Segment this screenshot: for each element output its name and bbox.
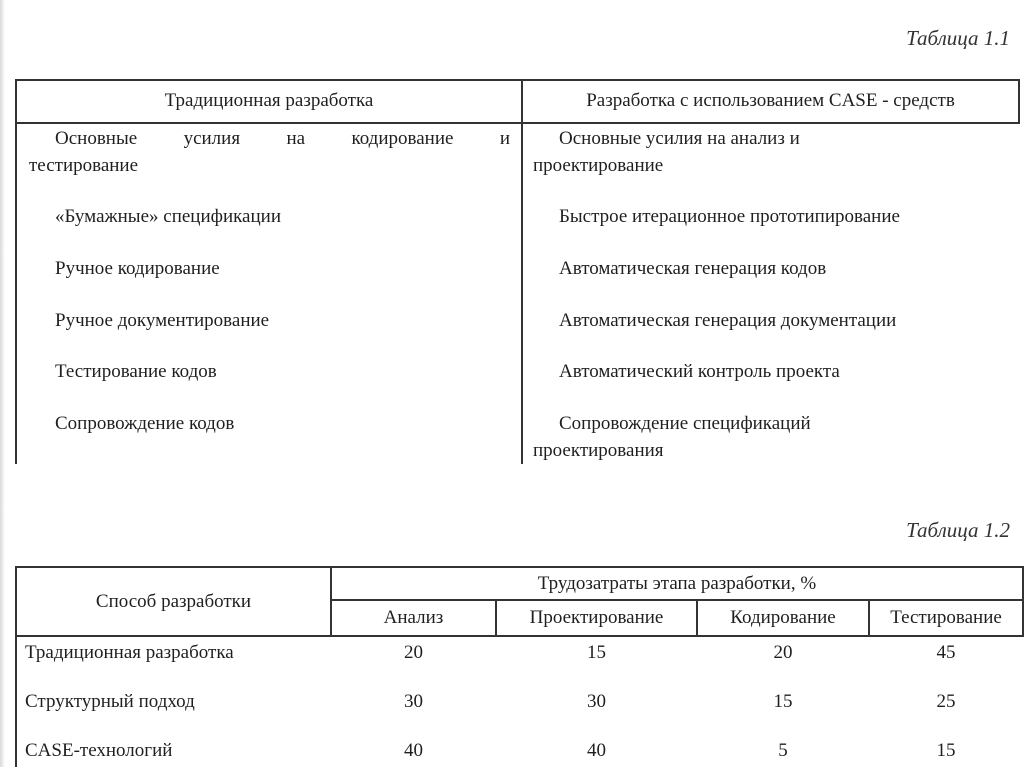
word: усилия	[183, 128, 241, 149]
table-2-row-2-coding: 15	[773, 691, 793, 712]
table-1-row-1-left-continuation: тестирование	[29, 155, 139, 176]
table-2-row-2-analysis: 30	[404, 691, 423, 712]
table-1-row-4-right: Автоматическая генерация документации	[559, 310, 897, 331]
table-2-col-design: Проектирование	[529, 607, 664, 628]
table-1-right-border	[1018, 79, 1020, 122]
table-2-row-2-design: 30	[587, 691, 606, 712]
table-1-row-1-right-line: Основные усилия на анализ и	[559, 128, 800, 149]
table-2-row-3-analysis: 40	[404, 740, 423, 761]
word: и	[499, 128, 510, 149]
table-2-row-2-testing: 25	[936, 691, 956, 712]
word: Основные	[55, 128, 138, 149]
table-2-row-1-name: Традиционная разработка	[25, 642, 234, 663]
table-2-row-1-testing: 45	[936, 642, 956, 663]
table-2-method-header: Способ разработки	[95, 590, 252, 612]
table-1-row-5-right: Автоматический контроль проекта	[559, 361, 840, 382]
table-1-row-1-left-line	[55, 125, 510, 152]
table-2-row-2-name: Структурный подход	[25, 691, 195, 712]
page-edge-shadow	[0, 0, 5, 767]
table-2-row-1-analysis: 20	[404, 642, 423, 663]
table-2-group-header: Трудозатраты этапа разработки, %	[537, 572, 817, 594]
table-1-row-3-left: Ручное кодирование	[55, 258, 220, 279]
word: кодирование	[351, 128, 454, 149]
table-1-row-6-right	[533, 410, 1013, 464]
table-1-left-border	[15, 79, 17, 464]
table-2-row-3-testing: 15	[936, 740, 956, 761]
table-1-row-1-right-continuation: проектирование	[533, 155, 664, 176]
table-1-caption: Таблица 1.1	[906, 26, 1010, 50]
table-1-row-1-left	[29, 125, 510, 179]
table-2-row-3-coding: 5	[778, 740, 788, 761]
word: на	[286, 128, 306, 149]
table-1-row-3-right: Автоматическая генерация кодов	[559, 258, 827, 279]
table-1-row-5-left: Тестирование кодов	[55, 361, 217, 382]
table-1-row-6-right-continuation: проектирования	[533, 440, 664, 461]
table-1-row-4-left: Ручное документирование	[55, 310, 270, 331]
table-1-header-traditional: Традиционная разработка	[164, 89, 374, 111]
table-2-col-analysis: Анализ	[383, 607, 444, 628]
table-2-row-3-design: 40	[587, 740, 606, 761]
table-1-2	[15, 566, 1024, 767]
table-1-row-2-right: Быстрое итерационное прототипирование	[559, 206, 900, 227]
table-1-row-6-right-line: Сопровождение спецификаций	[559, 413, 811, 434]
table-1-1	[15, 79, 1020, 464]
table-1-row-1-right	[533, 125, 1013, 179]
table-2-col-testing: Тестирование	[890, 607, 1002, 628]
table-1-header-case: Разработка с использованием CASE - средств	[586, 89, 955, 111]
table-1-header-border	[15, 122, 1020, 124]
table-2-col-coding: Кодирование	[730, 607, 836, 628]
table-2-caption: Таблица 1.2	[906, 518, 1010, 542]
table-2-row-1-coding: 20	[773, 642, 793, 663]
table-1-row-6-left: Сопровождение кодов	[55, 413, 235, 434]
table-2-row-1-design: 15	[587, 642, 606, 663]
table-2-row-3-name: CASE-технологий	[25, 740, 173, 761]
table-1-middle-border	[521, 79, 523, 464]
table-1-row-2-left: «Бумажные» спецификации	[55, 206, 281, 227]
